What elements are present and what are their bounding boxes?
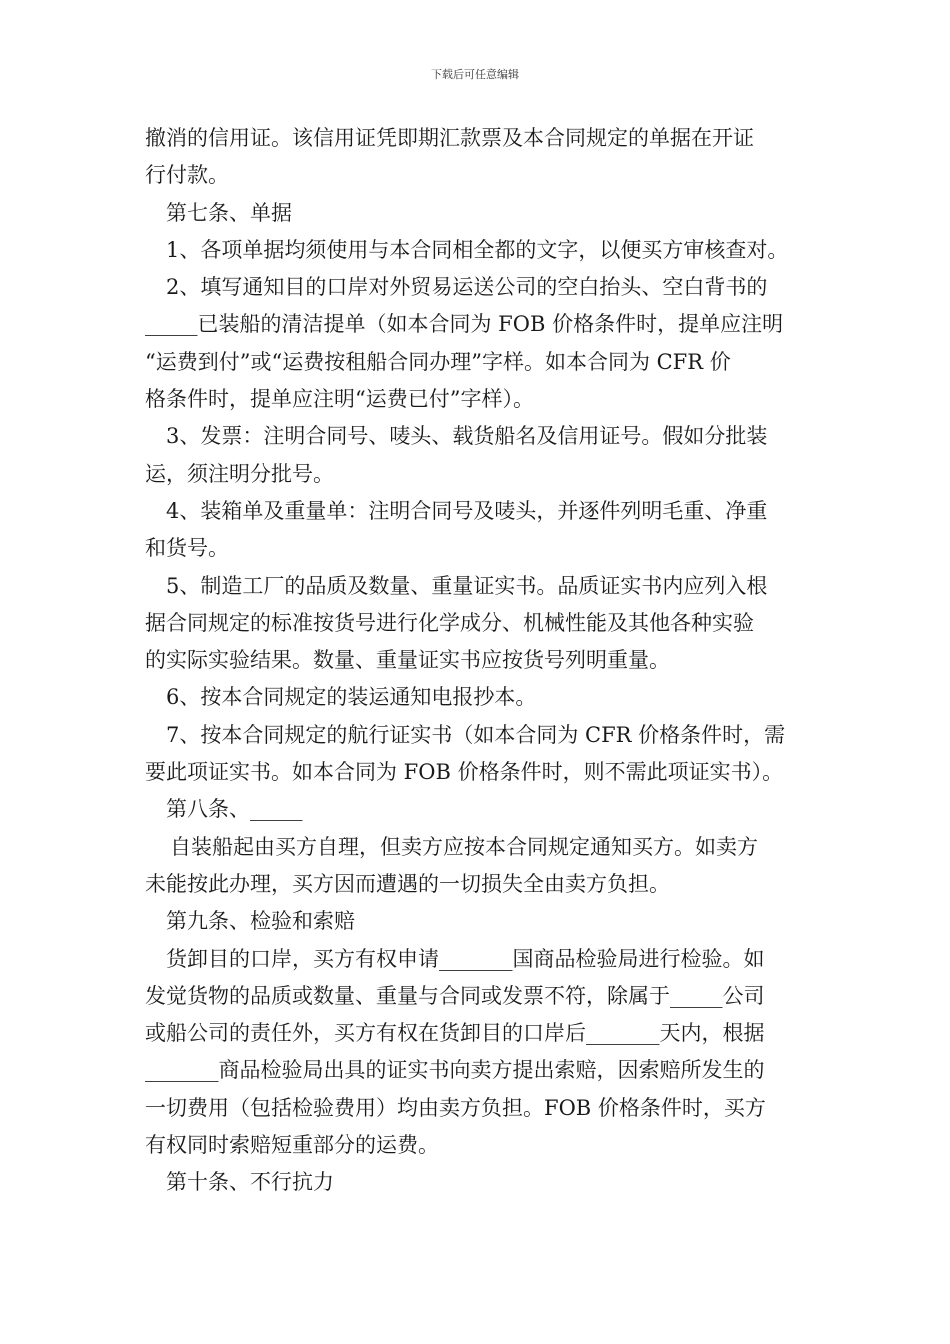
body-line: 运，须注明分批号。 (145, 461, 334, 486)
list-item: 2、填写通知目的口岸对外贸易运送公司的空白抬头、空白背书的 (166, 275, 768, 300)
section-heading: 第七条、单据 (166, 200, 292, 225)
body-line: 的实际实验结果。数量、重量证实书应按货号列明重量。 (145, 648, 670, 673)
body-line: 和货号。 (145, 536, 229, 561)
body-line: 货卸目的口岸，买方有权申请_______国商品检验局进行检验。如 (166, 946, 765, 971)
list-item: 6、按本合同规定的装运通知电报抄本。 (166, 685, 537, 710)
body-line: 格条件时，提单应注明“运费已付”字样）。 (145, 387, 534, 412)
body-line: 自装船起由买方自理，但卖方应按本合同规定通知买方。如卖方 (170, 834, 758, 859)
body-line: 行付款。 (145, 163, 229, 188)
list-item: 5、制造工厂的品质及数量、重量证实书。品质证实书内应列入根 (166, 573, 768, 598)
body-line: 撤消的信用证。该信用证凭即期汇款票及本合同规定的单据在开证 (145, 126, 754, 150)
body-line: 一切费用（包括检验费用）均由卖方负担。FOB 价格条件时，买方 (145, 1095, 766, 1120)
body-line: _______商品检验局出具的证实书向卖方提出索赔，因索赔所发生的 (145, 1058, 765, 1083)
list-item: 3、发票：注明合同号、唛头、载货船名及信用证号。假如分批装 (166, 424, 768, 449)
body-line: _____已装船的清洁提单（如本合同为 FOB 价格条件时，提单应注明 (145, 312, 784, 337)
body-line: 发觉货物的品质或数量、重量与合同或发票不符，除属于_____公司 (145, 983, 765, 1008)
body-line: “运费到付”或“运费按租船合同办理”字样。如本合同为 CFR 价 (145, 349, 731, 374)
body-line: 有权同时索赔短重部分的运费。 (145, 1133, 439, 1158)
section-heading: 第八条、_____ (166, 797, 303, 822)
document-body (145, 120, 810, 1202)
body-line: 据合同规定的标准按货号进行化学成分、机械性能及其他各种实验 (145, 610, 754, 635)
page-header: 下载后可任意编辑 (431, 68, 519, 81)
list-item: 1、各项单据均须使用与本合同相全都的文字，以便买方审核查对。 (166, 237, 789, 262)
body-line: 未能按此办理，买方因而遭遇的一切损失全由卖方负担。 (145, 871, 670, 896)
body-line: 要此项证实书。如本合同为 FOB 价格条件时，则不需此项证实书）。 (145, 760, 784, 785)
body-line: 或船公司的责任外，买方有权在货卸目的口岸后_______天内，根据 (145, 1021, 765, 1046)
list-item: 4、装箱单及重量单：注明合同号及唛头，并逐件列明毛重、净重 (166, 498, 768, 523)
section-heading: 第九条、检验和索赔 (166, 909, 355, 934)
section-heading: 第十条、不行抗力 (166, 1170, 334, 1195)
list-item: 7、按本合同规定的航行证实书（如本合同为 CFR 价格条件时，需 (166, 722, 786, 747)
